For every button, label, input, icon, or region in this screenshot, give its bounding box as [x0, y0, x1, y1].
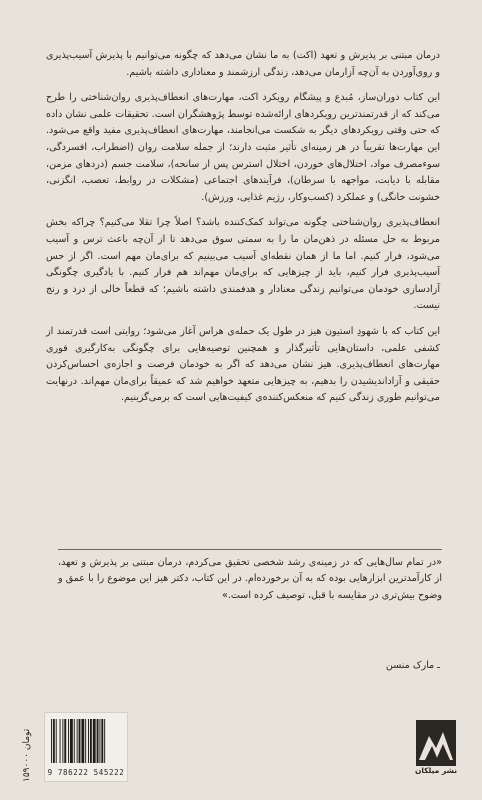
- barcode-bars: [51, 719, 121, 763]
- blurb-text: [46, 48, 440, 416]
- quote-divider: [58, 549, 442, 550]
- blurb-paragraph-2: این کتاب دوران‌ساز، مُبدع و پیشگام رویکرد اکت، مهارت‌های انعطاف‌پذیری روان‌شناختی را طرح می‌کند که از قدرتمندترین رویکردهای ارائه‌شده توسط پژوهشگران است. تحقیقات علمی نشان داده که حتی وقتی رویکردهای دیگر به شکست می‌انجامند، مهارت‌های انعطاف‌پذیری مفید واقع می‌شود. این مهارت‌ها تقریباً در هر زمینه‌ای تأثیر مثبت دارند؛ از جمله سلامت روان (اضطراب، افسردگی، سوءمصرف مواد، اختلال‌های خوردن، اختلال استرس پس از سانحه)، سلامت جسم (دردهای مزمن، مقابله با دیابت، مواجهه با سرطان)، فرآیندهای اجتماعی (مشکلات در روابط، تعصب، انگزنی، خشونت خانگی) و عملکرد (کسب‌وکار، رژیم غذایی، ورزش).: [46, 92, 440, 203]
- quote-author: ـ مارک منسن: [385, 660, 440, 671]
- isbn-barcode: [44, 712, 128, 782]
- blurb-paragraph-4: این کتاب که با شهودِ استیون هیز در طول یک حمله‌ی هراس آغاز می‌شود؛ روایتی است قدرتمند از کشفی علمی، داستان‌هایی تأثیرگذار و همچنین توصیه‌هایی برای چگونگی به‌کارگیری فوری مهارت‌های انعطاف‌پذیری. هیز نشان می‌دهد که اگر به خودمان فرصت و اجازه‌ی احساس‌کردن حقیقی و آزاداندیشیدن را بدهیم، به چیزهایی متعهد خواهیم شد که عمیقاً برای‌مان مهم‌اند. درنهایت می‌توانیم طوری زندگی کنیم که منعکس‌کننده‌ی کیفیت‌هایی است که برمی‌گزینیم.: [46, 325, 440, 404]
- blurb-paragraph-1: درمان مبتنی بر پذیرش و تعهد (اکت) به ما نشان می‌دهد که چگونه می‌توانیم با پذیرش آسیب‌پذیری و روی‌آوردن به آن‌چه آزارمان می‌دهد، زندگی ارزشمند و معناداری داشته باشیم.: [46, 50, 440, 78]
- endorsement-quote: [58, 555, 442, 604]
- blurb-paragraph-3: انعطاف‌پذیری روان‌شناختی چگونه می‌تواند کمک‌کننده باشد؟ اصلاً چرا تقلا می‌کنیم؟ چراکه بخش مربوط به حل مسئله در ذهن‌مان ما را به سمتی سوق می‌دهد تا از آن‌چه باعث ترس و آسیب می‌شود، فرار کنیم. اما ما از همان نقطه‌ای آسیب می‌بینیم که برای‌مان مهم است. اگر از حس آسیب‌پذیری فرار کنیم، باید از چیزهایی که برای‌مان مهم‌اند هم فرار کنیم. با یادگیری چگونگی آزادسازی خودمان می‌توانیم زندگی معنادار و هدفمندی داشته باشیم؛ که قطعاً خالی از درد و رنج نیست.: [46, 217, 440, 312]
- price-label: ۱۵۹۰۰۰ تومان: [22, 728, 32, 782]
- barcode-digits: 9 786222 545222: [47, 768, 125, 777]
- publisher-name: نشر میلکان: [414, 766, 458, 775]
- mountain-peaks-icon: [416, 720, 456, 766]
- quote-text: «در تمام سال‌هایی که در زمینه‌ی رشد شخصی تحقیق می‌کردم، درمان مبتنی بر پذیرش و تعهد، از کارآمدترین ابزارهایی بوده که به آن برخورده‌ام. در این کتاب، دکتر هیز این موضوع را با عمق و وضوح بیش‌تری در مقایسه با قبل، توصیف کرده است.»: [58, 557, 442, 601]
